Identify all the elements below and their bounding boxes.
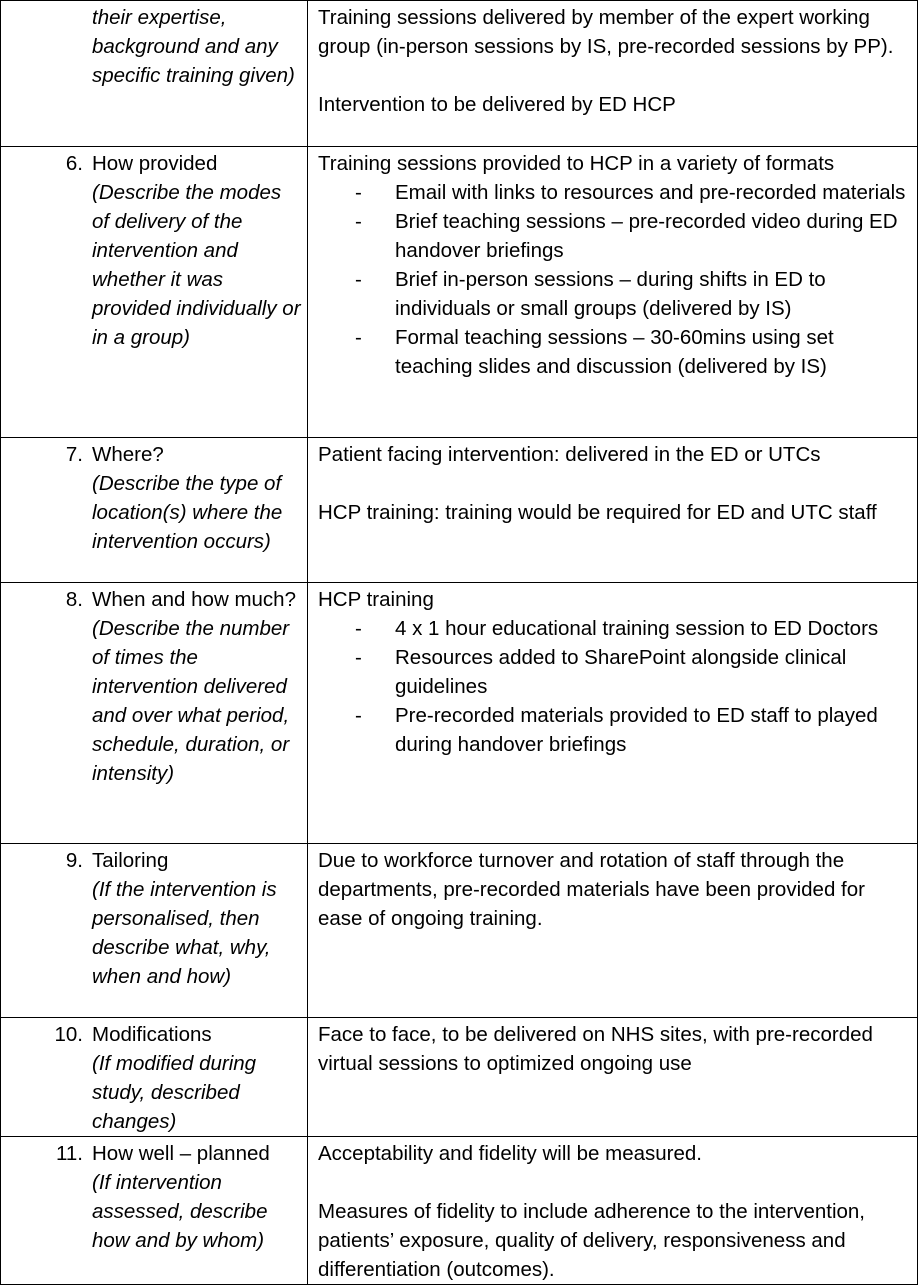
response-cell bbox=[308, 583, 918, 844]
item-description: their expertise, background and any specific training given) bbox=[92, 6, 295, 87]
response-list bbox=[318, 614, 909, 759]
item-wrapper bbox=[1, 1, 307, 90]
response-wrapper bbox=[308, 1018, 917, 1078]
dash-bullet-icon: - bbox=[355, 704, 362, 727]
response-paragraph: Acceptability and fidelity will be measured. bbox=[318, 1142, 702, 1165]
item-description: (If modified during study, described changes) bbox=[92, 1052, 257, 1133]
item-wrapper bbox=[1, 438, 307, 556]
list-item bbox=[318, 207, 909, 265]
response-paragraph: Measures of fidelity to include adherence to the intervention, patients’ exposure, quality of delivery, responsiveness and differentiation (outcomes). bbox=[318, 1200, 865, 1281]
response-cell bbox=[308, 1, 918, 147]
paragraph-spacer bbox=[318, 61, 909, 90]
table-body bbox=[1, 1, 918, 1285]
list-item bbox=[318, 701, 909, 759]
item-wrapper bbox=[1, 1137, 307, 1255]
response-list bbox=[318, 178, 909, 381]
item-cell bbox=[1, 147, 308, 438]
table-row bbox=[1, 1137, 918, 1285]
item-description: (Describe the number of times the intervention delivered and over what period, schedule, duration, or intensity) bbox=[92, 617, 290, 785]
response-paragraph: Due to workforce turnover and rotation of staff through the departments, pre-recorded materials have been provided for ease of ongoing training. bbox=[318, 849, 865, 930]
table-row bbox=[1, 844, 918, 1018]
table-row bbox=[1, 147, 918, 438]
table-row bbox=[1, 1, 918, 147]
item-number: 8. bbox=[65, 588, 83, 611]
response-cell bbox=[308, 1137, 918, 1285]
response-wrapper bbox=[308, 438, 917, 527]
list-item-text: Resources added to SharePoint alongside clinical guidelines bbox=[395, 646, 847, 698]
item-cell bbox=[1, 1, 308, 147]
item-number: 11. bbox=[56, 1142, 83, 1165]
list-item-text: Brief teaching sessions – pre-recorded video during ED handover briefings bbox=[395, 210, 898, 262]
paragraph-spacer bbox=[318, 1168, 909, 1197]
item-description: (Describe the modes of delivery of the intervention and whether it was provided individually or in a group) bbox=[92, 181, 301, 349]
dash-bullet-icon: - bbox=[355, 268, 362, 291]
response-wrapper bbox=[308, 844, 917, 933]
response-paragraph: Patient facing intervention: delivered in the ED or UTCs bbox=[318, 443, 821, 466]
paragraph-spacer bbox=[318, 469, 909, 498]
item-description: (Describe the type of location(s) where the intervention occurs) bbox=[92, 472, 283, 553]
dash-bullet-icon: - bbox=[355, 210, 362, 233]
list-item bbox=[318, 265, 909, 323]
item-label: When and how much? bbox=[92, 588, 296, 611]
item-description: (If intervention assessed, describe how and by whom) bbox=[92, 1171, 268, 1252]
response-wrapper bbox=[308, 1, 917, 119]
table-row bbox=[1, 438, 918, 583]
list-item-text: Brief in-person sessions – during shifts in ED to individuals or small groups (delivered by IS) bbox=[395, 268, 826, 320]
item-cell bbox=[1, 1018, 308, 1137]
dash-bullet-icon: - bbox=[355, 646, 362, 669]
item-label: How well – planned bbox=[92, 1142, 270, 1165]
item-label: Where? bbox=[92, 443, 164, 466]
list-item bbox=[318, 178, 909, 207]
list-item-text: Email with links to resources and pre-recorded materials bbox=[395, 181, 906, 204]
table-row bbox=[1, 583, 918, 844]
response-paragraph: Intervention to be delivered by ED HCP bbox=[318, 93, 676, 116]
item-wrapper bbox=[1, 844, 307, 991]
response-cell bbox=[308, 438, 918, 583]
response-paragraph: Face to face, to be delivered on NHS sites, with pre-recorded virtual sessions to optimized ongoing use bbox=[318, 1023, 873, 1075]
dash-bullet-icon: - bbox=[355, 617, 362, 640]
item-wrapper bbox=[1, 1018, 307, 1136]
list-item-text: 4 x 1 hour educational training session to ED Doctors bbox=[395, 617, 879, 640]
response-wrapper bbox=[308, 1137, 917, 1284]
list-item-text: Formal teaching sessions – 30-60mins using set teaching slides and discussion (delivered by IS) bbox=[395, 326, 834, 378]
item-cell bbox=[1, 438, 308, 583]
list-item bbox=[318, 643, 909, 701]
item-label: Modifications bbox=[92, 1023, 212, 1046]
item-number: 9. bbox=[65, 849, 83, 872]
item-label: Tailoring bbox=[92, 849, 169, 872]
item-number: 10. bbox=[54, 1023, 83, 1046]
list-item-text: Pre-recorded materials provided to ED staff to played during handover briefings bbox=[395, 704, 878, 756]
item-cell bbox=[1, 583, 308, 844]
response-paragraph: Training sessions provided to HCP in a variety of formats bbox=[318, 152, 835, 175]
response-cell bbox=[308, 1018, 918, 1137]
dash-bullet-icon: - bbox=[355, 181, 362, 204]
item-cell bbox=[1, 1137, 308, 1285]
item-description: (If the intervention is personalised, then describe what, why, when and how) bbox=[92, 878, 277, 988]
list-item bbox=[318, 614, 909, 643]
response-wrapper bbox=[308, 583, 917, 759]
list-item bbox=[318, 323, 909, 381]
item-wrapper bbox=[1, 583, 307, 788]
response-paragraph: HCP training bbox=[318, 588, 434, 611]
table-row bbox=[1, 1018, 918, 1137]
response-paragraph: HCP training: training would be required for ED and UTC staff bbox=[318, 501, 877, 524]
response-cell bbox=[308, 844, 918, 1018]
item-label: How provided bbox=[92, 152, 218, 175]
item-number: 7. bbox=[65, 443, 83, 466]
response-wrapper bbox=[308, 147, 917, 381]
item-cell bbox=[1, 844, 308, 1018]
response-cell bbox=[308, 147, 918, 438]
item-wrapper bbox=[1, 147, 307, 352]
dash-bullet-icon: - bbox=[355, 326, 362, 349]
response-paragraph: Training sessions delivered by member of the expert working group (in-person sessions by IS, pre-recorded sessions by PP). bbox=[318, 6, 894, 58]
item-number: 6. bbox=[65, 152, 83, 175]
